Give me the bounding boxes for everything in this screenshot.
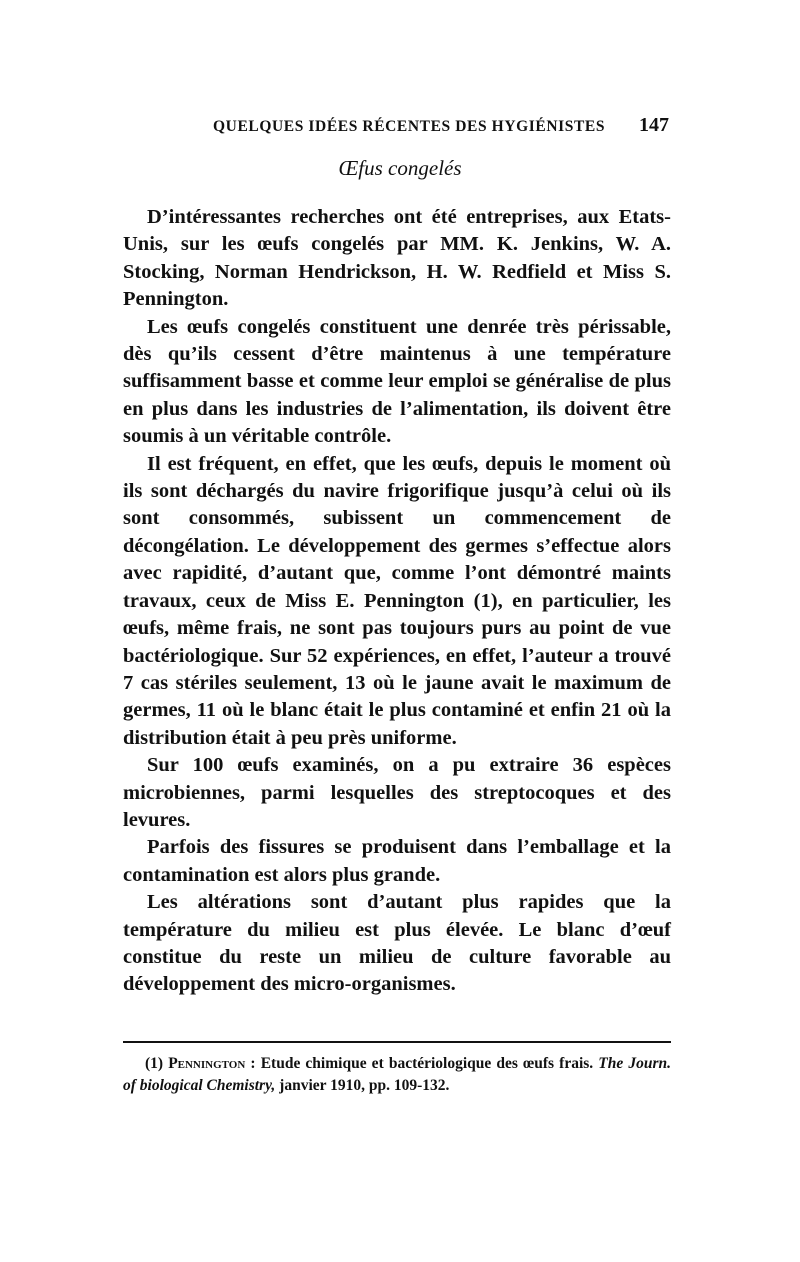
footnote-divider [123, 1041, 671, 1043]
footnote-separator: : [245, 1055, 261, 1072]
body-text [123, 204, 671, 999]
page-header [193, 112, 671, 142]
paragraph-1: D’intéressantes recherches ont été entreprises, aux Etats-Unis, sur les œufs congelés par MM. K. Jenkins, W. A. Stocking, Norman Hendrickson, H. W. Redfield et Miss S. Pennington. [123, 206, 671, 311]
page-number: 147 [639, 114, 669, 136]
paragraph-5: Parfois des fissures se produisent dans l’emballage et la contamination est alors plus grande. [123, 836, 671, 886]
running-title: QUELQUES IDÉES RÉCENTES DES HYGIÉNISTES [213, 118, 606, 135]
footnote-details: janvier 1910, pp. 109-132. [275, 1077, 450, 1094]
footnote-marker: (1) [145, 1055, 164, 1072]
section-title: Œfus congelés [338, 156, 462, 180]
footnote-text: Etude chimique et bactériologique des œufs frais. [260, 1055, 594, 1072]
paragraph-2: Les œufs congelés constituent une denrée très périssable, dès qu’ils cessent d’être maintenus à une température suffisamment basse et comme leur emploi se généralise de plus en plus dans les industries de l’alimentation, ils doivent être soumis à un véritable contrôle. [123, 315, 671, 448]
footnote-journal: The Journ. of biological Chemistry, [123, 1055, 672, 1094]
paragraph-4: Sur 100 œufs examinés, on a pu extraire 36 espèces microbiennes, parmi lesquelles des streptocoques et des levures. [123, 754, 671, 831]
paragraph-3: Il est fréquent, en effet, que les œufs, depuis le moment où ils sont déchargés du navire frigorifique jusqu’à celui où ils sont consommés, subissent un commencement de décongélation. Le développement des germes s’effectue alors avec rapidité, d’autant que, comme l’ont démontré maints travaux, ceux de Miss E. Pennington (1), en particulier, les œufs, même frais, ne sont pas toujours purs au point de vue bactériologique. Sur 52 expériences, en effet, l’auteur a trouvé 7 cas stériles seulement, 13 où le jaune avait le maximum de germes, 11 où le blanc était le plus contaminé et enfin 21 où la distribution était à peu près uniforme. [123, 452, 671, 749]
footnote [123, 1053, 671, 1097]
paragraph-6: Les altérations sont d’autant plus rapides que la température du milieu est plus élevée. Le blanc d’œuf constitue du reste un milieu de culture favorable au développement des micro-organismes. [123, 891, 671, 996]
footnote-author: Pennington [168, 1055, 246, 1072]
